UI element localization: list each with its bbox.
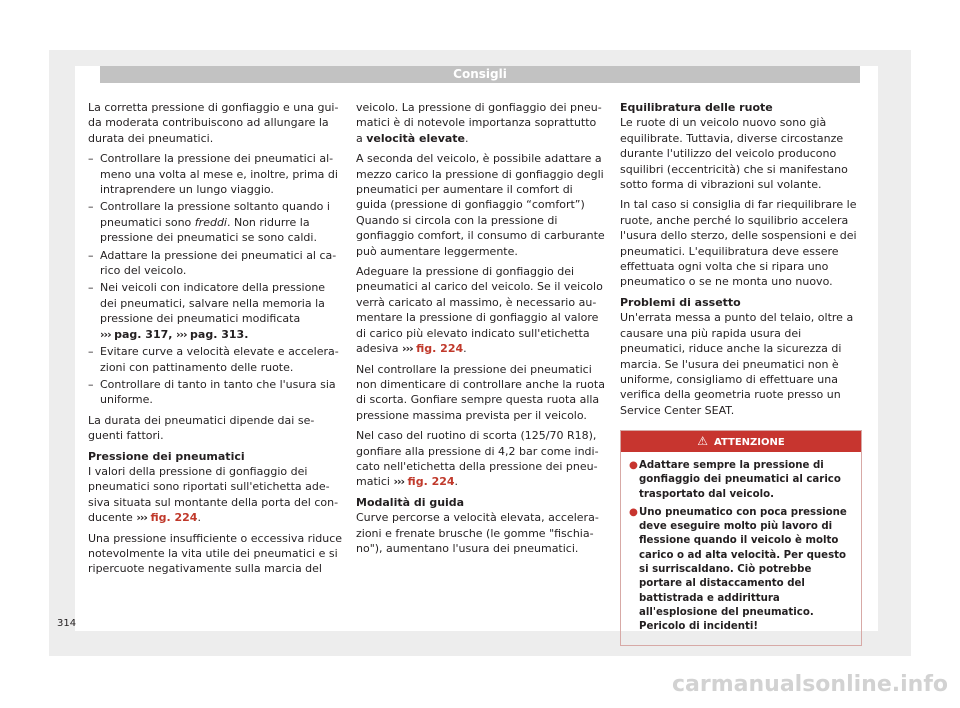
- page-link[interactable]: pag. 313: [190, 327, 245, 341]
- page-number: 314: [57, 618, 77, 629]
- bullet-icon: ●: [629, 506, 638, 518]
- intro-paragraph: La corretta pressione di gonfiaggio e una guida moderata contribuiscono ad allungare la durata dei pneumatici.: [88, 101, 339, 145]
- warning-header: [621, 431, 861, 452]
- list-item: – Adattare la pressione dei pneumatici al carico del veicolo.: [88, 248, 337, 278]
- balance-paragraph-2: In tal caso si consiglia di far riequilibrare le ruote, anche perché lo squilibrio accelera l'usura dello sterzo, delle sospensioni e dei pneumatici. L'equilibratura deve essere effettuata ogni volta che si ripara uno pneumatico o se ne monta uno nuovo.: [620, 198, 857, 289]
- arrow-icon: ›››: [100, 327, 111, 341]
- arrow-icon: ›››: [136, 511, 147, 525]
- bullet-icon: ●: [629, 460, 638, 471]
- tips-list: [88, 151, 344, 408]
- insufficient-paragraph: Una pressione insufficiente o eccessiva riduce notevolmente la vita utile dei pneumatici e si ripercuote negativamente sulla marcia del: [88, 531, 343, 576]
- list-item: – Controllare la pressione dei pneumatici almeno una volta al mese e, inoltre, prima di intraprendere un lungo viaggio.: [88, 152, 338, 197]
- comfort-paragraph: A seconda del veicolo, è possibile adattare a mezzo carico la pressione di gonfiaggio degli pneumatici per aumentare il comfort di guida (pressione di gonfiaggio “comfort”) Quando si circola con la pressione di gonfiaggio comfort, il consumo di carburante può aumentare leggermente.: [356, 152, 605, 258]
- dash-bullet: –: [88, 281, 94, 295]
- italic-word: freddi: [194, 215, 227, 229]
- spare-paragraph: Nel controllare la pressione dei pneumatici non dimenticare di controllare anche la ruota di scorta. Gonfiare sempre questa ruota alla pressione massima prevista per il veicolo.: [356, 362, 605, 422]
- arrow-icon: ›››: [393, 475, 405, 489]
- balance-paragraph-1: Le ruote di un veicolo nuovo sono già equilibrate. Tuttavia, diverse circostanze durante l'utilizzo del veicolo producono squilibri (eccentricità) che si manifestano sotto forma di vibrazioni sul volante.: [620, 116, 848, 192]
- speed-paragraph: veicolo. La pressione di gonfiaggio dei pneumatici è di notevole importanza soprattutto a velocità elevate.: [356, 101, 602, 145]
- column-right: [620, 100, 860, 423]
- list-item: – Controllare di tanto in tanto che l'usura sia uniforme.: [88, 377, 336, 407]
- list-item: – Controllare la pressione soltanto quando i pneumatici sono freddi. Non ridurre la pressione dei pneumatici se sono caldi.: [88, 200, 330, 245]
- setup-heading: Problemi di assetto: [620, 295, 741, 309]
- figure-link[interactable]: fig. 224: [407, 475, 455, 489]
- warning-triangle-icon: ⚠: [697, 434, 709, 448]
- list-item: – Nei veicoli con indicatore della pressione dei pneumatici, salvare nella memoria la pressione dei pneumatici modificata ››› pag. 317, ››› pag. 313.: [88, 281, 326, 341]
- warning-box: [620, 430, 862, 646]
- duration-paragraph: La durata dei pneumatici dipende dai seguenti fattori.: [88, 413, 315, 443]
- pressure-heading: Pressione dei pneumatici: [88, 449, 245, 463]
- dash-bullet: –: [88, 377, 94, 391]
- section-header: Consigli: [100, 66, 860, 83]
- column-left: [88, 100, 344, 582]
- driving-heading: Modalità di guida: [356, 495, 465, 509]
- list-item: – Evitare curve a velocità elevate e accelerazioni con pattinamento delle ruote.: [88, 345, 339, 374]
- arrow-icon: ›››: [175, 327, 187, 341]
- pressure-paragraph: I valori della pressione di gonfiaggio dei pneumatici sono riportati sull'etichetta adesiva situata sul montante della porta del conducente ››› fig. 224.: [88, 464, 339, 525]
- warning-item: ● Adattare sempre la pressione di gonfiaggio dei pneumatici al carico trasportato dal veicolo.: [629, 460, 841, 500]
- balance-heading: Equilibratura delle ruote: [620, 101, 773, 114]
- figure-link[interactable]: fig. 224: [416, 342, 464, 356]
- dash-bullet: –: [88, 248, 94, 262]
- warning-title: ATTENZIONE: [714, 437, 785, 448]
- arrow-icon: ›››: [402, 342, 413, 356]
- warning-body: [621, 452, 861, 645]
- watermark: carmanualsonline.info: [672, 672, 948, 697]
- setup-paragraph: Un'errata messa a punto del telaio, oltre a causare una più rapida usura dei pneumatici, riduce anche la sicurezza di marcia. Se l'usura dei pneumatici non è uniforme, consigliamo di effettuare una verifica della geometria ruote presso un Service Center SEAT.: [620, 311, 854, 417]
- dash-bullet: –: [88, 345, 94, 359]
- warning-item: ● Uno pneumatico con poca pressione deve eseguire molto più lavoro di flessione quando il veicolo è molto carico o ad alta velocità. Per questo si surriscaldano. Ciò potrebbe portare al distaccamento del battistrada e addirittura all'esplosione del pneumatico. Pericolo di incidenti!: [629, 506, 847, 633]
- bold-phrase: velocità elevate: [366, 131, 466, 145]
- dash-bullet: –: [88, 152, 94, 166]
- driving-paragraph: Curve percorse a velocità elevata, accelerazioni e frenate brusche (le gomme "fischiano"), aumentano l'usura dei pneumatici.: [356, 511, 599, 555]
- spare-mini-paragraph: Nel caso del ruotino di scorta (125/70 R18), gonfiare alla pressione di 4,2 bar come indicato nell'etichetta della pressione dei pneumatici ››› fig. 224.: [356, 429, 599, 489]
- dash-bullet: –: [88, 200, 94, 214]
- figure-link[interactable]: fig. 224: [150, 511, 198, 525]
- column-middle: [356, 100, 606, 561]
- load-paragraph: Adeguare la pressione di gonfiaggio dei pneumatici al carico del veicolo. Se il veicolo verrà caricato al massimo, è necessario aumentare la pressione di gonfiaggio al valore di carico più elevato indicato sull'etichetta adesiva ››› fig. 224.: [356, 265, 603, 356]
- page-link[interactable]: pag. 317: [114, 327, 169, 341]
